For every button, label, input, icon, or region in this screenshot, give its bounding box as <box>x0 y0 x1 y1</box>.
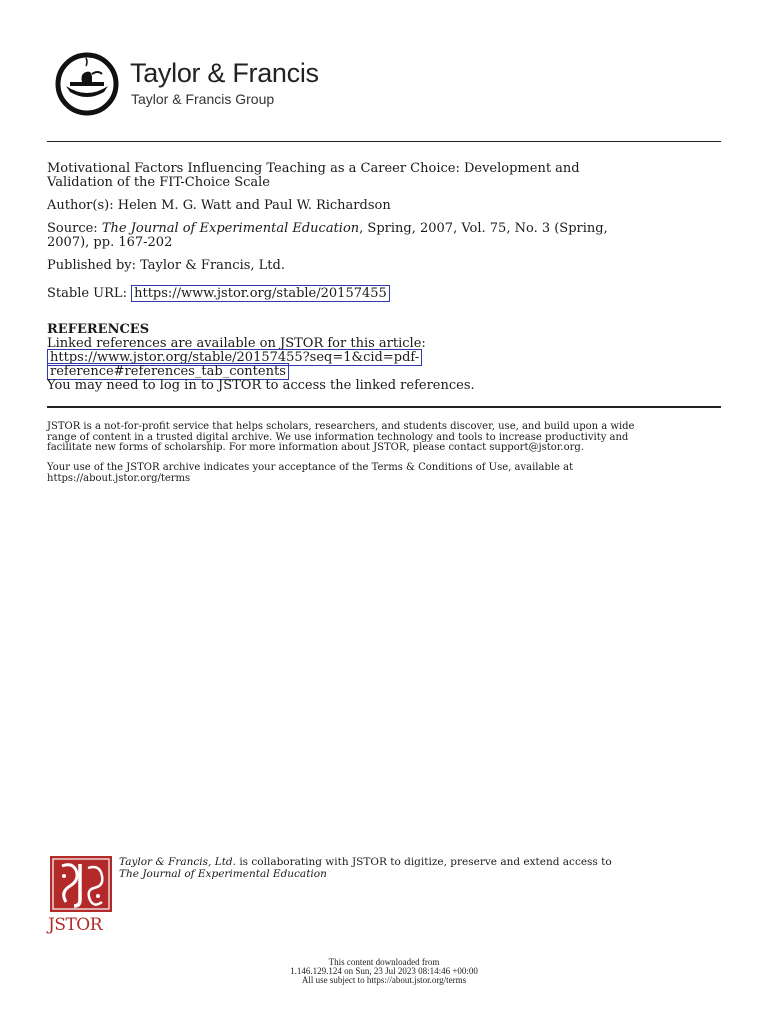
references-link-line2[interactable] <box>47 365 289 379</box>
stable-url <box>47 287 727 301</box>
published-label: Published by: <box>47 258 136 273</box>
source-details: , Spring, 2007, Vol. 75, No. 3 (Spring, <box>359 221 608 236</box>
collaboration-line1 <box>119 856 612 868</box>
references-heading: REFERENCES <box>47 322 150 337</box>
publisher-name: Taylor & Francis <box>130 58 319 88</box>
references-intro: Linked references are available on JSTOR for this article: <box>47 336 426 351</box>
footer-download-info: 1.146.129.124 on Sun, 23 Jul 2023 08:14:46 +00:00 <box>290 966 478 976</box>
jstor-notice-paragraph <box>47 422 727 454</box>
authors-value: Helen M. G. Watt and Paul W. Richardson <box>117 198 391 213</box>
authors-label: Author(s): <box>47 198 114 213</box>
terms-line: Your use of the JSTOR archive indicates your acceptance of the Terms & Conditions of Use, available at <box>47 462 574 473</box>
references-link-part2[interactable]: reference#references_tab_contents <box>47 363 289 380</box>
notice-line: range of content in a trusted digital archive. We use information technology and tools to increase productivity and <box>47 431 629 443</box>
jstor-logo-icon <box>50 856 112 912</box>
divider <box>47 141 721 142</box>
divider <box>47 406 721 408</box>
notice-line: facilitate new forms of scholarship. For more information about JSTOR, please contact support@jstor.org. <box>47 442 584 453</box>
taylor-francis-logo-icon <box>52 52 122 116</box>
terms-url[interactable]: https://about.jstor.org/terms <box>47 472 191 484</box>
article-title-line1: Motivational Factors Influencing Teaching as a Career Choice: Development and <box>47 161 580 176</box>
source-label: Source: <box>47 221 98 236</box>
collaboration-partner: Taylor & Francis, Ltd. <box>119 856 236 868</box>
jstor-wordmark: JSTOR <box>48 915 103 935</box>
published-by <box>47 259 727 273</box>
publisher-group: Taylor & Francis Group <box>131 91 275 107</box>
article-title <box>47 162 727 190</box>
collaboration-journal: The Journal of Experimental Education <box>119 868 327 880</box>
stable-url-link[interactable]: https://www.jstor.org/stable/20157455 <box>131 285 390 302</box>
references-link-part1[interactable]: https://www.jstor.org/stable/20157455?seq=1&cid=pdf- <box>47 349 422 366</box>
collaboration-text: is collaborating with JSTOR to digitize, preserve and extend access to <box>235 856 612 868</box>
source-journal: The Journal of Experimental Education <box>101 221 360 236</box>
references-login-note: You may need to log in to JSTOR to access the linked references. <box>47 378 475 393</box>
source-details-line2: 2007), pp. 167-202 <box>47 235 173 250</box>
article-authors <box>47 199 727 213</box>
jstor-terms-paragraph <box>47 463 727 484</box>
collaboration-line2 <box>119 868 327 880</box>
footer-download-note: This content downloaded from <box>328 957 440 967</box>
footer-terms: All use subject to https://about.jstor.org/terms <box>301 975 467 985</box>
published-value: Taylor & Francis, Ltd. <box>140 258 285 273</box>
notice-line: JSTOR is a not-for-profit service that helps scholars, researchers, and students discover, use, and build upon a wide <box>47 421 635 432</box>
article-source <box>47 222 727 250</box>
stable-url-label: Stable URL: <box>47 286 127 301</box>
article-title-line2: Validation of the FIT-Choice Scale <box>47 175 270 190</box>
